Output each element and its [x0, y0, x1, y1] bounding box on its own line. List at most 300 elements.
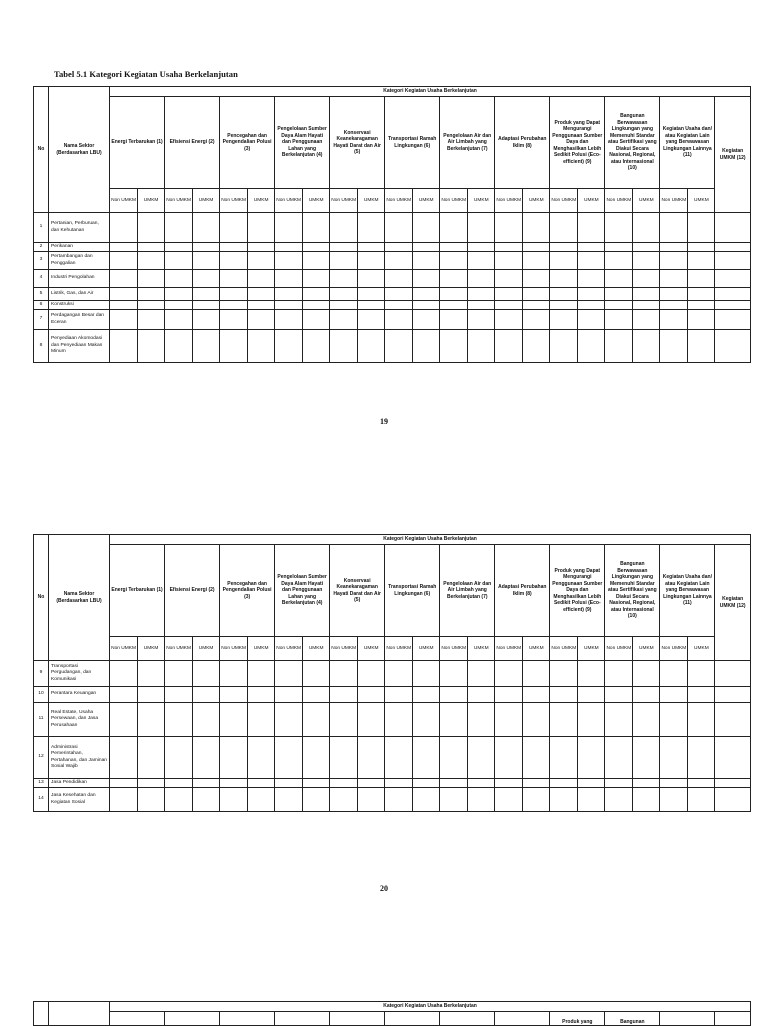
value-cell [523, 661, 550, 687]
value-cell [440, 252, 468, 270]
value-cell [275, 252, 303, 270]
cat-3: Pencegahan dan Pengendalian Polusi (3) [220, 97, 275, 189]
value-cell [413, 301, 440, 310]
row-number: 5 [34, 288, 49, 301]
sector-name: Transportasi Pergudangan, dan Komunikasi [49, 661, 110, 687]
value-cell [550, 703, 578, 737]
value-cell [660, 703, 688, 737]
value-cell [633, 310, 660, 330]
cat-3: Pencegahan dan Pengendalian Polusi (3) [220, 545, 275, 637]
value-cell [468, 687, 495, 703]
value-cell [440, 243, 468, 252]
row-number: 14 [34, 788, 49, 812]
value-cell [523, 213, 550, 243]
value-cell [688, 301, 715, 310]
value-cell [715, 788, 751, 812]
value-cell [495, 703, 523, 737]
value-cell [220, 252, 248, 270]
sector-name: Konstruksi [49, 301, 110, 310]
col-no: No [34, 535, 49, 661]
value-cell [220, 737, 248, 779]
sector-name: Penyediaan Akomodasi dan Penyediaan Makan Minum [49, 330, 110, 363]
cat-2: Efisiensi Energi (2) [165, 97, 220, 189]
page-number: 19 [380, 417, 388, 426]
value-cell [468, 270, 495, 288]
value-cell [440, 687, 468, 703]
table-row [34, 310, 751, 330]
value-cell [440, 703, 468, 737]
value-cell [440, 788, 468, 812]
subheader-umkm: UMKM [193, 637, 220, 661]
value-cell [468, 788, 495, 812]
value-cell [248, 310, 275, 330]
subheader-umkm: UMKM [303, 637, 330, 661]
value-cell [330, 252, 358, 270]
value-cell [633, 270, 660, 288]
value-cell [193, 779, 220, 788]
value-cell [358, 703, 385, 737]
value-cell [715, 661, 751, 687]
value-cell [495, 779, 523, 788]
cat-10: Bangunan Berwawasan Lingkungan yang Memenuhi Standar atau Sertifikasi yang Diakui Secara Nasional, Regional, atau Internasional (10) [605, 545, 660, 637]
value-cell [633, 779, 660, 788]
value-cell [468, 301, 495, 310]
value-cell [165, 687, 193, 703]
value-cell [303, 310, 330, 330]
value-cell [303, 288, 330, 301]
cat-1: Energi Terbarukan (1) [110, 545, 165, 637]
value-cell [578, 788, 605, 812]
value-cell [605, 301, 633, 310]
value-cell [633, 301, 660, 310]
table-row [34, 779, 751, 788]
subheader-umkm: UMKM [193, 189, 220, 213]
value-cell [385, 703, 413, 737]
cat-10-partial: Bangunan [605, 1012, 660, 1026]
value-cell [110, 310, 138, 330]
cat-5: Konservasi Keanekaragaman Hayati Darat dan Air (5) [330, 97, 385, 189]
value-cell [193, 243, 220, 252]
subheader-non-umkm: Non UMKM [275, 637, 303, 661]
value-cell [385, 301, 413, 310]
value-cell [715, 243, 751, 252]
value-cell [715, 737, 751, 779]
value-cell [220, 301, 248, 310]
subheader-non-umkm: Non UMKM [110, 189, 138, 213]
value-cell [605, 661, 633, 687]
value-cell [495, 788, 523, 812]
subheader-umkm: UMKM [138, 189, 165, 213]
value-cell [468, 703, 495, 737]
value-cell [688, 687, 715, 703]
value-cell [688, 252, 715, 270]
value-cell [303, 779, 330, 788]
value-cell [550, 330, 578, 363]
value-cell [110, 288, 138, 301]
value-cell [385, 779, 413, 788]
value-cell [715, 301, 751, 310]
row-number: 3 [34, 252, 49, 270]
cat-4: Pengelolaan Sumber Daya Alam Hayati dan Penggunaan Lahan yang Berkelanjutan (4) [275, 97, 330, 189]
value-cell [193, 703, 220, 737]
value-cell [138, 687, 165, 703]
value-cell [138, 737, 165, 779]
value-cell [633, 243, 660, 252]
value-cell [248, 243, 275, 252]
value-cell [578, 310, 605, 330]
table-row [34, 213, 751, 243]
value-cell [358, 270, 385, 288]
subheader-non-umkm: Non UMKM [550, 637, 578, 661]
value-cell [660, 687, 688, 703]
table-row [34, 288, 751, 301]
value-cell [550, 779, 578, 788]
value-cell [165, 301, 193, 310]
value-cell [358, 779, 385, 788]
value-cell [688, 270, 715, 288]
value-cell [193, 213, 220, 243]
value-cell [495, 737, 523, 779]
value-cell [358, 687, 385, 703]
value-cell [688, 213, 715, 243]
subheader-umkm: UMKM [468, 637, 495, 661]
value-cell [688, 737, 715, 779]
subheader-non-umkm: Non UMKM [440, 637, 468, 661]
value-cell [248, 213, 275, 243]
value-cell [358, 288, 385, 301]
table-row [34, 330, 751, 363]
value-cell [660, 788, 688, 812]
subheader-non-umkm: Non UMKM [110, 637, 138, 661]
value-cell [275, 737, 303, 779]
value-cell [413, 310, 440, 330]
category-table-page-2 [33, 534, 751, 812]
value-cell [358, 243, 385, 252]
cat-9: Produk yang Dapat Mengurangi Penggunaan Sumber Daya dan Menghasilkan Lebih Sedikit Polusi (Eco-efficient) (9) [550, 97, 605, 189]
category-table-page-3 [33, 1001, 751, 1026]
value-cell [715, 687, 751, 703]
sector-name: Industri Pengolahan [49, 270, 110, 288]
value-cell [495, 252, 523, 270]
value-cell [385, 737, 413, 779]
value-cell [275, 788, 303, 812]
value-cell [138, 788, 165, 812]
value-cell [688, 310, 715, 330]
value-cell [578, 703, 605, 737]
value-cell [220, 270, 248, 288]
row-number: 9 [34, 661, 49, 687]
value-cell [330, 310, 358, 330]
value-cell [605, 687, 633, 703]
subheader-umkm: UMKM [248, 189, 275, 213]
value-cell [110, 779, 138, 788]
value-cell [220, 703, 248, 737]
value-cell [633, 213, 660, 243]
value-cell [495, 288, 523, 301]
subheader-non-umkm: Non UMKM [330, 189, 358, 213]
subheader-umkm: UMKM [633, 637, 660, 661]
value-cell [688, 703, 715, 737]
value-cell [275, 301, 303, 310]
value-cell [248, 270, 275, 288]
value-cell [578, 779, 605, 788]
col-sector: Nama Sektor (Berdasarkan LBU) [49, 87, 110, 213]
subheader-non-umkm: Non UMKM [605, 189, 633, 213]
value-cell [550, 252, 578, 270]
value-cell [165, 252, 193, 270]
value-cell [413, 243, 440, 252]
cat-5: Konservasi Keanekaragaman Hayati Darat dan Air (5) [330, 545, 385, 637]
value-cell [550, 788, 578, 812]
value-cell [550, 288, 578, 301]
value-cell [715, 779, 751, 788]
row-number: 12 [34, 737, 49, 779]
subheader-row [34, 189, 751, 213]
value-cell [495, 301, 523, 310]
value-cell [303, 252, 330, 270]
value-cell [495, 243, 523, 252]
value-cell [248, 661, 275, 687]
value-cell [523, 288, 550, 301]
value-cell [523, 252, 550, 270]
value-cell [605, 213, 633, 243]
value-cell [715, 213, 751, 243]
value-cell [633, 788, 660, 812]
value-cell [220, 288, 248, 301]
value-cell [303, 687, 330, 703]
value-cell [138, 661, 165, 687]
value-cell [165, 703, 193, 737]
cat-6: Transportasi Ramah Lingkungan (6) [385, 545, 440, 637]
value-cell [495, 330, 523, 363]
value-cell [715, 310, 751, 330]
value-cell [138, 301, 165, 310]
value-cell [605, 779, 633, 788]
table-row [34, 788, 751, 812]
value-cell [138, 703, 165, 737]
value-cell [138, 330, 165, 363]
page-number: 20 [380, 884, 388, 893]
value-cell [358, 788, 385, 812]
value-cell [275, 779, 303, 788]
subheader-non-umkm: Non UMKM [220, 637, 248, 661]
table-row [34, 252, 751, 270]
value-cell [440, 288, 468, 301]
value-cell [440, 270, 468, 288]
value-cell [578, 737, 605, 779]
value-cell [413, 737, 440, 779]
value-cell [330, 661, 358, 687]
value-cell [330, 788, 358, 812]
value-cell [138, 270, 165, 288]
value-cell [220, 661, 248, 687]
value-cell [110, 243, 138, 252]
value-cell [550, 270, 578, 288]
value-cell [715, 330, 751, 363]
value-cell [715, 270, 751, 288]
table-row [34, 737, 751, 779]
value-cell [110, 687, 138, 703]
cat-10: Bangunan Berwawasan Lingkungan yang Memenuhi Standar atau Sertifikasi yang Diakui Secara Nasional, Regional, atau Internasional (10) [605, 97, 660, 189]
value-cell [413, 779, 440, 788]
value-cell [688, 788, 715, 812]
value-cell [330, 288, 358, 301]
value-cell [330, 687, 358, 703]
value-cell [523, 737, 550, 779]
value-cell [413, 703, 440, 737]
value-cell [550, 243, 578, 252]
value-cell [660, 270, 688, 288]
value-cell [440, 737, 468, 779]
value-cell [385, 243, 413, 252]
value-cell [193, 310, 220, 330]
value-cell [385, 661, 413, 687]
value-cell [660, 243, 688, 252]
row-number: 10 [34, 687, 49, 703]
value-cell [523, 703, 550, 737]
value-cell [220, 243, 248, 252]
value-cell [413, 661, 440, 687]
value-cell [413, 330, 440, 363]
value-cell [413, 687, 440, 703]
subheader-umkm: UMKM [358, 189, 385, 213]
value-cell [193, 737, 220, 779]
cat-9-partial: Produk yang [550, 1012, 605, 1026]
value-cell [660, 252, 688, 270]
value-cell [385, 330, 413, 363]
value-cell [110, 252, 138, 270]
value-cell [303, 661, 330, 687]
value-cell [523, 243, 550, 252]
value-cell [523, 270, 550, 288]
subheader-umkm: UMKM [468, 189, 495, 213]
value-cell [523, 779, 550, 788]
subheader-non-umkm: Non UMKM [165, 637, 193, 661]
cat-11: Kegiatan Usaha dan/ atau Kegiatan Lain yang Berwawasan Lingkungan Lainnya (11) [660, 545, 715, 637]
col-no: No [34, 87, 49, 213]
row-number: 11 [34, 703, 49, 737]
subheader-non-umkm: Non UMKM [660, 637, 688, 661]
row-number: 6 [34, 301, 49, 310]
value-cell [110, 737, 138, 779]
sector-name: Pertanian, Perburuan, dan Kehutanan [49, 213, 110, 243]
table-row [34, 661, 751, 687]
value-cell [330, 270, 358, 288]
value-cell [358, 330, 385, 363]
value-cell [165, 737, 193, 779]
value-cell [550, 301, 578, 310]
value-cell [220, 779, 248, 788]
value-cell [358, 301, 385, 310]
value-cell [468, 661, 495, 687]
value-cell [440, 213, 468, 243]
value-cell [385, 687, 413, 703]
value-cell [138, 288, 165, 301]
subheader-non-umkm: Non UMKM [220, 189, 248, 213]
cat-7: Pengelolaan Air dan Air Limbah yang Berkelanjutan (7) [440, 97, 495, 189]
subheader-umkm: UMKM [578, 189, 605, 213]
value-cell [220, 687, 248, 703]
value-cell [248, 687, 275, 703]
value-cell [605, 737, 633, 779]
value-cell [578, 661, 605, 687]
value-cell [440, 661, 468, 687]
value-cell [385, 310, 413, 330]
value-cell [303, 788, 330, 812]
table-row [34, 703, 751, 737]
value-cell [165, 330, 193, 363]
value-cell [495, 661, 523, 687]
value-cell [330, 737, 358, 779]
value-cell [468, 213, 495, 243]
value-cell [275, 243, 303, 252]
sector-name: Perdagangan Besar dan Eceran [49, 310, 110, 330]
value-cell [303, 301, 330, 310]
value-cell [523, 687, 550, 703]
value-cell [193, 330, 220, 363]
col-group: Kategori Kegiatan Usaha Berkelanjutan [110, 535, 751, 545]
col-group: Kategori Kegiatan Usaha Berkelanjutan [110, 87, 751, 97]
subheader-umkm: UMKM [523, 637, 550, 661]
value-cell [605, 788, 633, 812]
value-cell [193, 301, 220, 310]
value-cell [523, 788, 550, 812]
value-cell [495, 310, 523, 330]
sector-name: Perikanan [49, 243, 110, 252]
value-cell [275, 270, 303, 288]
cat-6: Transportasi Ramah Lingkungan (6) [385, 97, 440, 189]
value-cell [660, 288, 688, 301]
value-cell [193, 270, 220, 288]
value-cell [523, 330, 550, 363]
value-cell [468, 288, 495, 301]
value-cell [275, 330, 303, 363]
value-cell [275, 288, 303, 301]
row-number: 7 [34, 310, 49, 330]
value-cell [660, 330, 688, 363]
subheader-non-umkm: Non UMKM [275, 189, 303, 213]
subheader-non-umkm: Non UMKM [495, 189, 523, 213]
value-cell [110, 661, 138, 687]
value-cell [110, 213, 138, 243]
value-cell [138, 310, 165, 330]
row-number: 13 [34, 779, 49, 788]
category-table-page-1 [33, 86, 751, 363]
value-cell [688, 661, 715, 687]
value-cell [165, 213, 193, 243]
cat-8: Adaptasi Perubahan Iklim (8) [495, 97, 550, 189]
sector-name: Administrasi Pemerintahan, Pertahanan, dan Jaminan Sosial Wajib [49, 737, 110, 779]
value-cell [165, 288, 193, 301]
subheader-umkm: UMKM [688, 637, 715, 661]
value-cell [605, 703, 633, 737]
value-cell [468, 779, 495, 788]
table-title: Tabel 5.1 Kategori Kegiatan Usaha Berkelanjutan [54, 69, 238, 79]
subheader-umkm: UMKM [248, 637, 275, 661]
value-cell [660, 779, 688, 788]
row-number: 4 [34, 270, 49, 288]
value-cell [715, 252, 751, 270]
value-cell [138, 213, 165, 243]
subheader-non-umkm: Non UMKM [385, 189, 413, 213]
value-cell [550, 687, 578, 703]
value-cell [165, 270, 193, 288]
value-cell [193, 661, 220, 687]
cat-7: Pengelolaan Air dan Air Limbah yang Berkelanjutan (7) [440, 545, 495, 637]
value-cell [358, 252, 385, 270]
value-cell [275, 703, 303, 737]
subheader-umkm: UMKM [303, 189, 330, 213]
